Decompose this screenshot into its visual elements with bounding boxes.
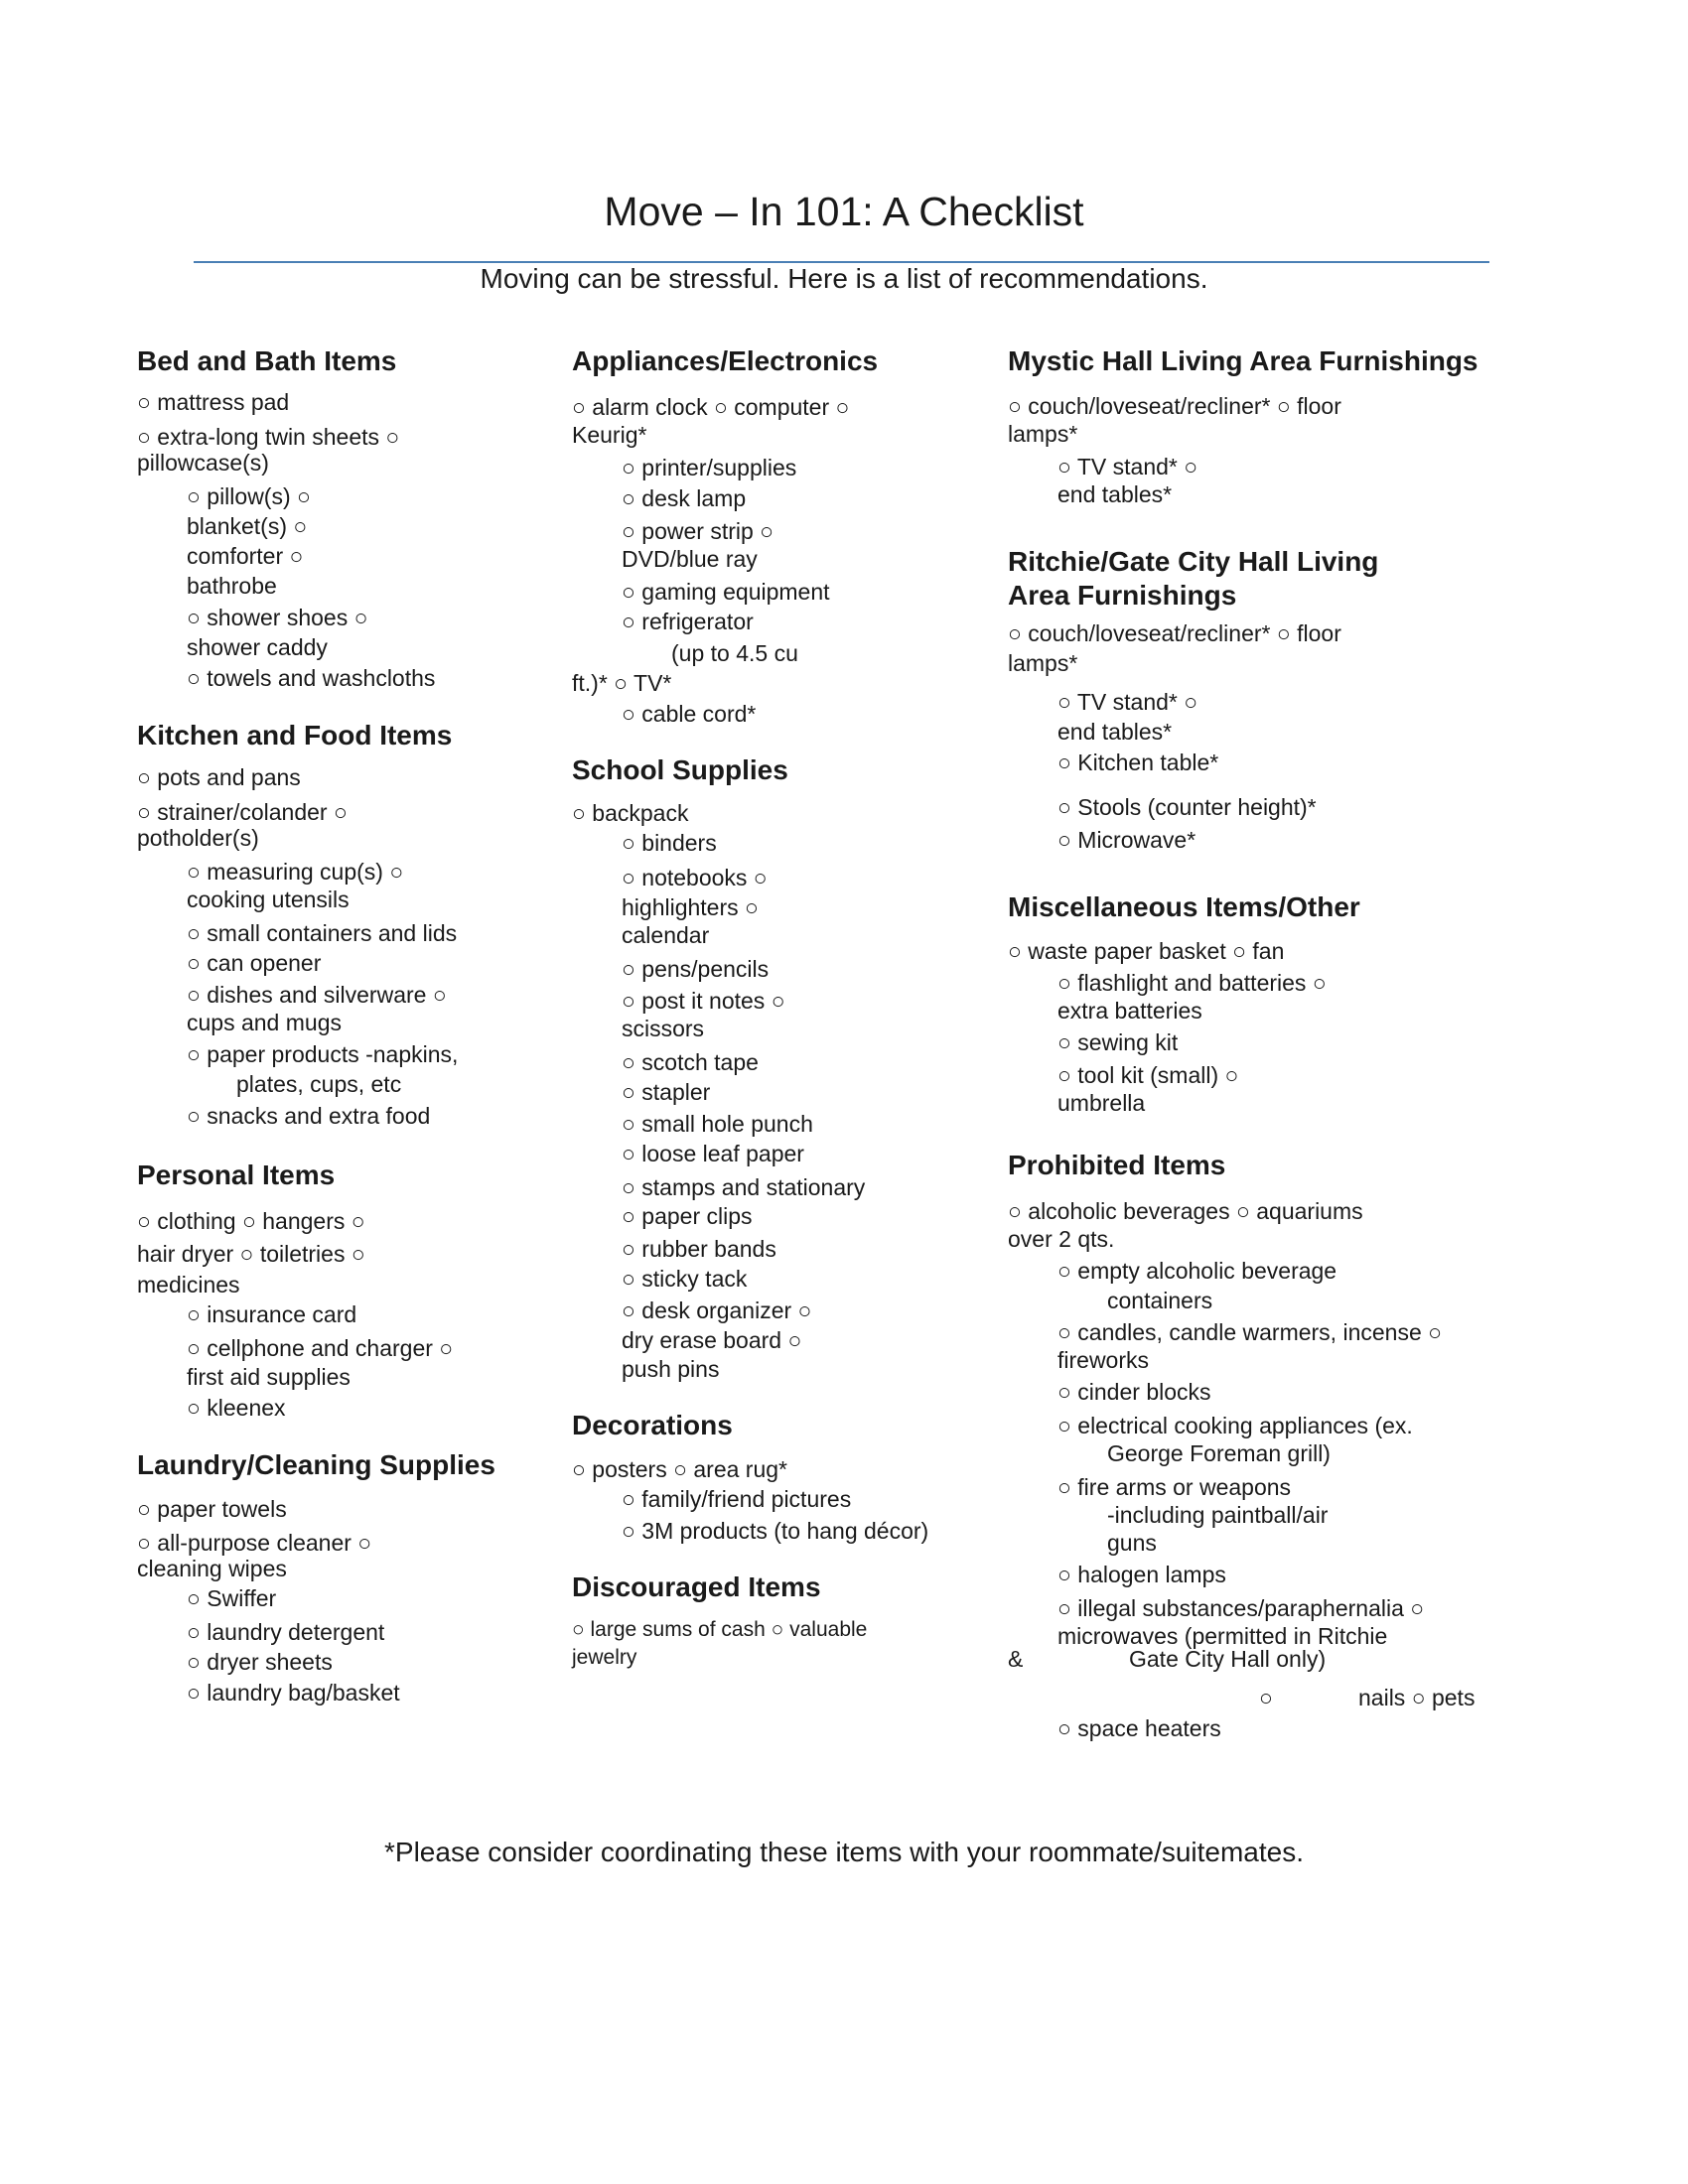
list-item: ○ mattress pad: [137, 389, 290, 415]
list-item: cups and mugs: [187, 1010, 342, 1035]
list-item: ○ towels and washcloths: [187, 665, 436, 691]
page-title: Move – In 101: A Checklist: [604, 189, 1084, 234]
list-item: end tables*: [1057, 719, 1173, 745]
list-item: guns: [1107, 1530, 1157, 1556]
list-item: ○ rubber bands: [622, 1236, 776, 1262]
list-item: highlighters ○: [622, 894, 759, 920]
list-item: ○ paper products -napkins,: [187, 1041, 459, 1067]
list-item: ○ kleenex: [187, 1395, 286, 1421]
list-item: ○ printer/supplies: [622, 455, 797, 480]
list-item: first aid supplies: [187, 1364, 351, 1390]
list-item: ○ empty alcoholic beverage: [1057, 1258, 1337, 1284]
section-heading-prohibited: Prohibited Items: [1008, 1150, 1226, 1180]
section-heading-school: School Supplies: [572, 754, 788, 785]
list-item: ○ flashlight and batteries ○: [1057, 970, 1327, 996]
list-item: ○ loose leaf paper: [622, 1141, 804, 1166]
list-item: potholder(s): [137, 825, 259, 851]
list-item: ○ scotch tape: [622, 1049, 759, 1075]
list-item: ○ desk organizer ○: [622, 1297, 812, 1323]
list-item: nails ○ pets: [1358, 1685, 1476, 1710]
list-item: ○ pots and pans: [137, 764, 301, 790]
list-item: ○ notebooks ○: [622, 865, 768, 890]
footnote: *Please consider coordinating these items with your roommate/suitemates.: [384, 1837, 1304, 1867]
list-item: lamps*: [1008, 650, 1078, 676]
list-item: ○ pens/pencils: [622, 956, 770, 982]
list-item: ○ large sums of cash ○ valuable: [572, 1618, 868, 1641]
list-item: ○ strainer/colander ○: [137, 799, 348, 825]
list-item: ○ cellphone and charger ○: [187, 1335, 454, 1361]
list-item: ○ desk lamp: [622, 485, 747, 511]
list-item: Gate City Hall only): [1129, 1646, 1327, 1672]
list-item: containers: [1107, 1288, 1213, 1313]
list-item: ○ couch/loveseat/recliner* ○ floor: [1008, 393, 1341, 419]
list-item: plates, cups, etc: [236, 1071, 402, 1097]
list-item: George Foreman grill): [1107, 1440, 1331, 1466]
list-item: ○ small containers and lids: [187, 920, 458, 946]
list-item: ○ cinder blocks: [1057, 1379, 1211, 1405]
list-item: extra batteries: [1057, 998, 1202, 1024]
list-item: ○ waste paper basket ○ fan: [1008, 938, 1285, 964]
list-item: ○ snacks and extra food: [187, 1103, 431, 1129]
list-item: ○ power strip ○: [622, 518, 774, 544]
section-heading-laundry: Laundry/Cleaning Supplies: [137, 1449, 495, 1480]
list-item: ○ illegal substances/paraphernalia ○: [1057, 1595, 1425, 1621]
section-heading-decorations: Decorations: [572, 1410, 733, 1440]
list-item: ○ insurance card: [187, 1301, 357, 1327]
list-item: ○ can opener: [187, 950, 322, 976]
list-item: calendar: [622, 922, 710, 948]
list-item: ○ small hole punch: [622, 1111, 813, 1137]
list-item: fireworks: [1057, 1347, 1150, 1373]
list-item: comforter ○: [187, 543, 304, 569]
section-heading-discouraged: Discouraged Items: [572, 1571, 821, 1602]
list-item: over 2 qts.: [1008, 1226, 1115, 1252]
list-item: ○ cable cord*: [622, 701, 757, 727]
list-item: shower caddy: [187, 634, 328, 660]
list-item: (up to 4.5 cu: [671, 640, 798, 666]
list-item: ○ electrical cooking appliances (ex.: [1057, 1413, 1413, 1438]
list-item: ○ tool kit (small) ○: [1057, 1062, 1239, 1088]
list-item: ○ binders: [622, 830, 717, 856]
list-item: ft.)* ○ TV*: [572, 670, 672, 696]
section-heading-appliances: Appliances/Electronics: [572, 345, 879, 376]
section-heading-mystic: Mystic Hall Living Area Furnishings: [1008, 345, 1478, 376]
list-item: ○ gaming equipment: [622, 579, 830, 605]
section-heading-kitchen: Kitchen and Food Items: [137, 720, 453, 751]
section-heading-ritchie-cont: Area Furnishings: [1008, 580, 1237, 611]
list-item: ○ TV stand* ○: [1057, 689, 1198, 715]
list-item: &: [1008, 1646, 1024, 1672]
list-item: DVD/blue ray: [622, 546, 758, 572]
list-item: dry erase board ○: [622, 1327, 802, 1353]
list-item: ○ Stools (counter height)*: [1057, 794, 1317, 820]
list-item: ○ extra-long twin sheets ○: [137, 424, 400, 450]
list-item: ○ pillow(s) ○: [187, 483, 311, 509]
list-item: ○ fire arms or weapons: [1057, 1474, 1292, 1500]
list-item: ○ Microwave*: [1057, 827, 1196, 853]
list-item: medicines: [137, 1272, 240, 1297]
list-item: cleaning wipes: [137, 1556, 287, 1581]
list-item: ○ dishes and silverware ○: [187, 982, 447, 1008]
list-item: ○ paper towels: [137, 1496, 287, 1522]
list-item: end tables*: [1057, 481, 1173, 507]
list-item: ○ backpack: [572, 800, 689, 826]
list-item: ○: [1259, 1685, 1273, 1710]
list-item: bathrobe: [187, 573, 277, 599]
list-item: scissors: [622, 1016, 705, 1041]
list-item: jewelry: [572, 1646, 637, 1669]
list-item: lamps*: [1008, 421, 1078, 447]
section-heading-personal: Personal Items: [137, 1160, 336, 1190]
list-item: ○ stamps and stationary: [622, 1174, 866, 1200]
section-heading-misc: Miscellaneous Items/Other: [1008, 891, 1360, 922]
list-item: Keurig*: [572, 422, 647, 448]
list-item: ○ paper clips: [622, 1203, 753, 1229]
list-item: hair dryer ○ toiletries ○: [137, 1241, 365, 1267]
list-item: ○ alcoholic beverages ○ aquariums: [1008, 1198, 1363, 1224]
list-item: ○ couch/loveseat/recliner* ○ floor: [1008, 620, 1341, 646]
list-item: blanket(s) ○: [187, 513, 308, 539]
list-item: ○ refrigerator: [622, 609, 754, 634]
list-item: umbrella: [1057, 1090, 1146, 1116]
list-item: push pins: [622, 1356, 720, 1382]
list-item: pillowcase(s): [137, 450, 269, 476]
list-item: cooking utensils: [187, 887, 350, 912]
list-item: ○ space heaters: [1057, 1715, 1221, 1741]
list-item: ○ measuring cup(s) ○: [187, 859, 404, 885]
list-item: ○ TV stand* ○: [1057, 454, 1198, 479]
list-item: ○ candles, candle warmers, incense ○: [1057, 1319, 1443, 1345]
list-item: ○ dryer sheets: [187, 1649, 333, 1675]
list-item: microwaves (permitted in Ritchie: [1057, 1623, 1388, 1649]
list-item: ○ posters ○ area rug*: [572, 1456, 787, 1482]
page-subtitle: Moving can be stressful. Here is a list of recommendations.: [480, 263, 1208, 294]
list-item: ○ halogen lamps: [1057, 1562, 1226, 1587]
section-heading-ritchie: Ritchie/Gate City Hall Living: [1008, 546, 1379, 577]
list-item: ○ clothing ○ hangers ○: [137, 1208, 365, 1234]
list-item: -including paintball/air: [1107, 1502, 1329, 1528]
list-item: ○ all-purpose cleaner ○: [137, 1530, 372, 1556]
list-item: ○ Kitchen table*: [1057, 750, 1219, 775]
list-item: ○ laundry detergent: [187, 1619, 385, 1645]
section-heading-bed-bath: Bed and Bath Items: [137, 345, 397, 376]
list-item: ○ family/friend pictures: [622, 1486, 852, 1512]
list-item: ○ stapler: [622, 1079, 711, 1105]
list-item: ○ laundry bag/basket: [187, 1680, 400, 1706]
list-item: ○ sticky tack: [622, 1266, 748, 1292]
list-item: ○ 3M products (to hang décor): [622, 1518, 929, 1544]
list-item: ○ shower shoes ○: [187, 605, 368, 630]
list-item: ○ post it notes ○: [622, 988, 785, 1014]
list-item: ○ sewing kit: [1057, 1029, 1179, 1055]
list-item: ○ Swiffer: [187, 1585, 277, 1611]
list-item: ○ alarm clock ○ computer ○: [572, 394, 850, 420]
